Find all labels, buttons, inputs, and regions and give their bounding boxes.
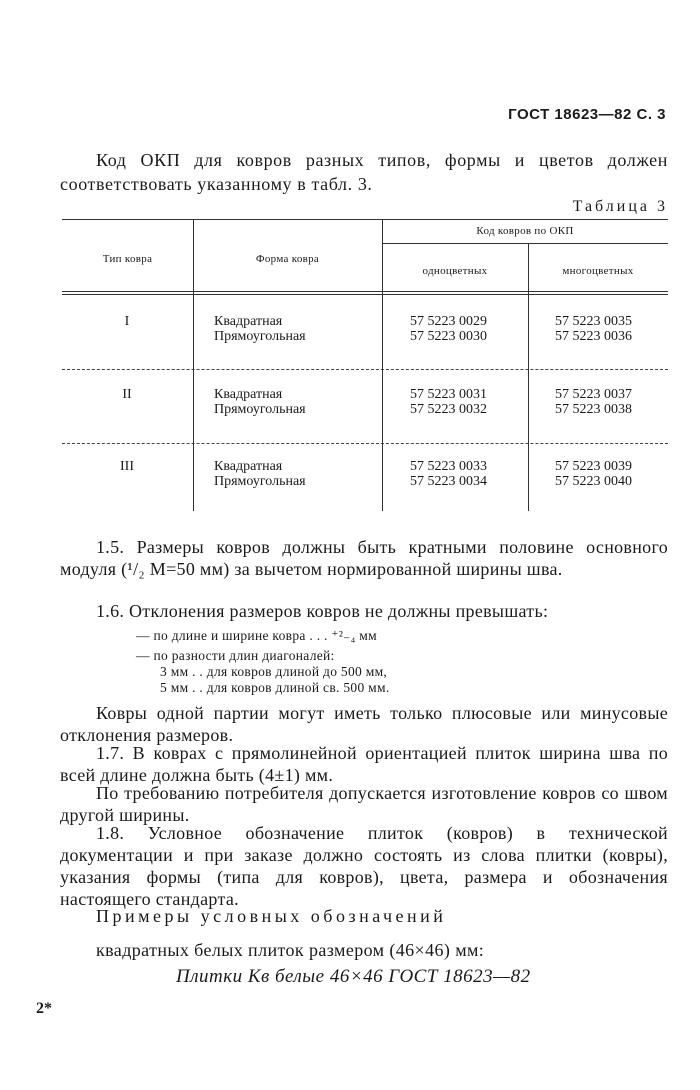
multi-codes [555, 387, 632, 417]
code-value: 57 5223 0029 [410, 314, 487, 329]
code-value: 57 5223 0031 [410, 387, 487, 402]
paragraph-1-6: 1.6. Отклонения размеров ковров не должны превышать: [96, 601, 549, 621]
table-caption: Таблица 3 [572, 198, 668, 215]
paragraph-plus-minus: Ковры одной партии могут иметь только плюсовые или минусовые отклонения размеров. [60, 703, 668, 745]
paragraph-1-8: 1.8. Условное обозначение плиток (ковров) в технической документации и при заказе должно состоять из слова плитки (ковры), указания формы (типа для ковров), цвета, размера и обозначения настоящего стандарта. [60, 823, 668, 909]
tolerance-3mm: 3 мм . . для ковров длиной до 500 мм, [160, 664, 388, 679]
header-multi: многоцветных [562, 265, 634, 277]
code-value: 57 5223 0038 [555, 402, 632, 417]
row-divider [62, 443, 668, 444]
row-divider [62, 369, 668, 370]
tolerance-5mm: 5 мм . . для ковров длиной св. 500 мм. [160, 680, 390, 695]
okp-code-table [62, 219, 668, 511]
header-rule-double [62, 294, 668, 295]
form-rect: Прямоугольная [214, 329, 306, 344]
example-description: квадратных белых плиток размером (46×46) мм: [96, 940, 485, 960]
page-header: ГОСТ 18623—82 С. 3 [508, 106, 666, 123]
multi-codes [555, 459, 632, 489]
form-square: Квадратная [214, 314, 283, 329]
paragraph-1-7: 1.7. В коврах с прямолинейной ориентацией плиток ширина шва по всей длине должна быть (4±1) мм. [60, 743, 668, 785]
paragraph-request: По требованию потребителя допускается изготовление ковров со швом другой ширины. [60, 783, 668, 825]
tolerance-length-width: — по длине и ширине ковра . . . ⁺²₋₄ мм [136, 628, 377, 643]
code-group-rule [382, 243, 668, 244]
code-value: 57 5223 0037 [555, 387, 632, 402]
row-form [214, 314, 306, 344]
example-designation: Плитки Кв белые 46×46 ГОСТ 18623—82 [176, 966, 531, 987]
row-form [214, 459, 306, 489]
code-value: 57 5223 0030 [410, 329, 487, 344]
header-mono: одноцветных [422, 265, 488, 277]
mono-codes [410, 459, 487, 489]
header-type: Тип ковра [102, 253, 153, 265]
row-type: II [122, 387, 132, 402]
code-value: 57 5223 0032 [410, 402, 487, 417]
header-rule [62, 291, 668, 292]
code-value: 57 5223 0034 [410, 474, 487, 489]
header-code-group: Код ковров по ОКП [476, 225, 574, 237]
multi-codes [555, 314, 632, 344]
form-rect: Прямоугольная [214, 474, 306, 489]
page-signature-mark: 2* [36, 1000, 52, 1017]
examples-title: Примеры условных обозначений [96, 906, 447, 926]
form-square: Квадратная [214, 459, 283, 474]
intro-paragraph: Код ОКП для ковров разных типов, формы и цветов должен соответствовать указанному в табл. 3. [60, 150, 668, 194]
row-type: III [120, 459, 134, 474]
form-rect: Прямоугольная [214, 402, 306, 417]
column-divider [528, 243, 529, 511]
row-form [214, 387, 306, 417]
code-value: 57 5223 0033 [410, 459, 487, 474]
tolerance-diagonals: — по разности длин диагоналей: [136, 648, 335, 663]
table-top-rule [62, 219, 668, 220]
code-value: 57 5223 0039 [555, 459, 632, 474]
column-divider [382, 219, 383, 511]
row-type: I [124, 314, 130, 329]
mono-codes [410, 314, 487, 344]
form-square: Квадратная [214, 387, 283, 402]
mono-codes [410, 387, 487, 417]
paragraph-1-5: 1.5. Размеры ковров должны быть кратными половине основного модуля (¹/₂ М=50 мм) за вычетом нормированной ширины шва. [60, 537, 668, 579]
header-form: Форма ковра [255, 253, 320, 265]
code-value: 57 5223 0035 [555, 314, 632, 329]
code-value: 57 5223 0040 [555, 474, 632, 489]
code-value: 57 5223 0036 [555, 329, 632, 344]
